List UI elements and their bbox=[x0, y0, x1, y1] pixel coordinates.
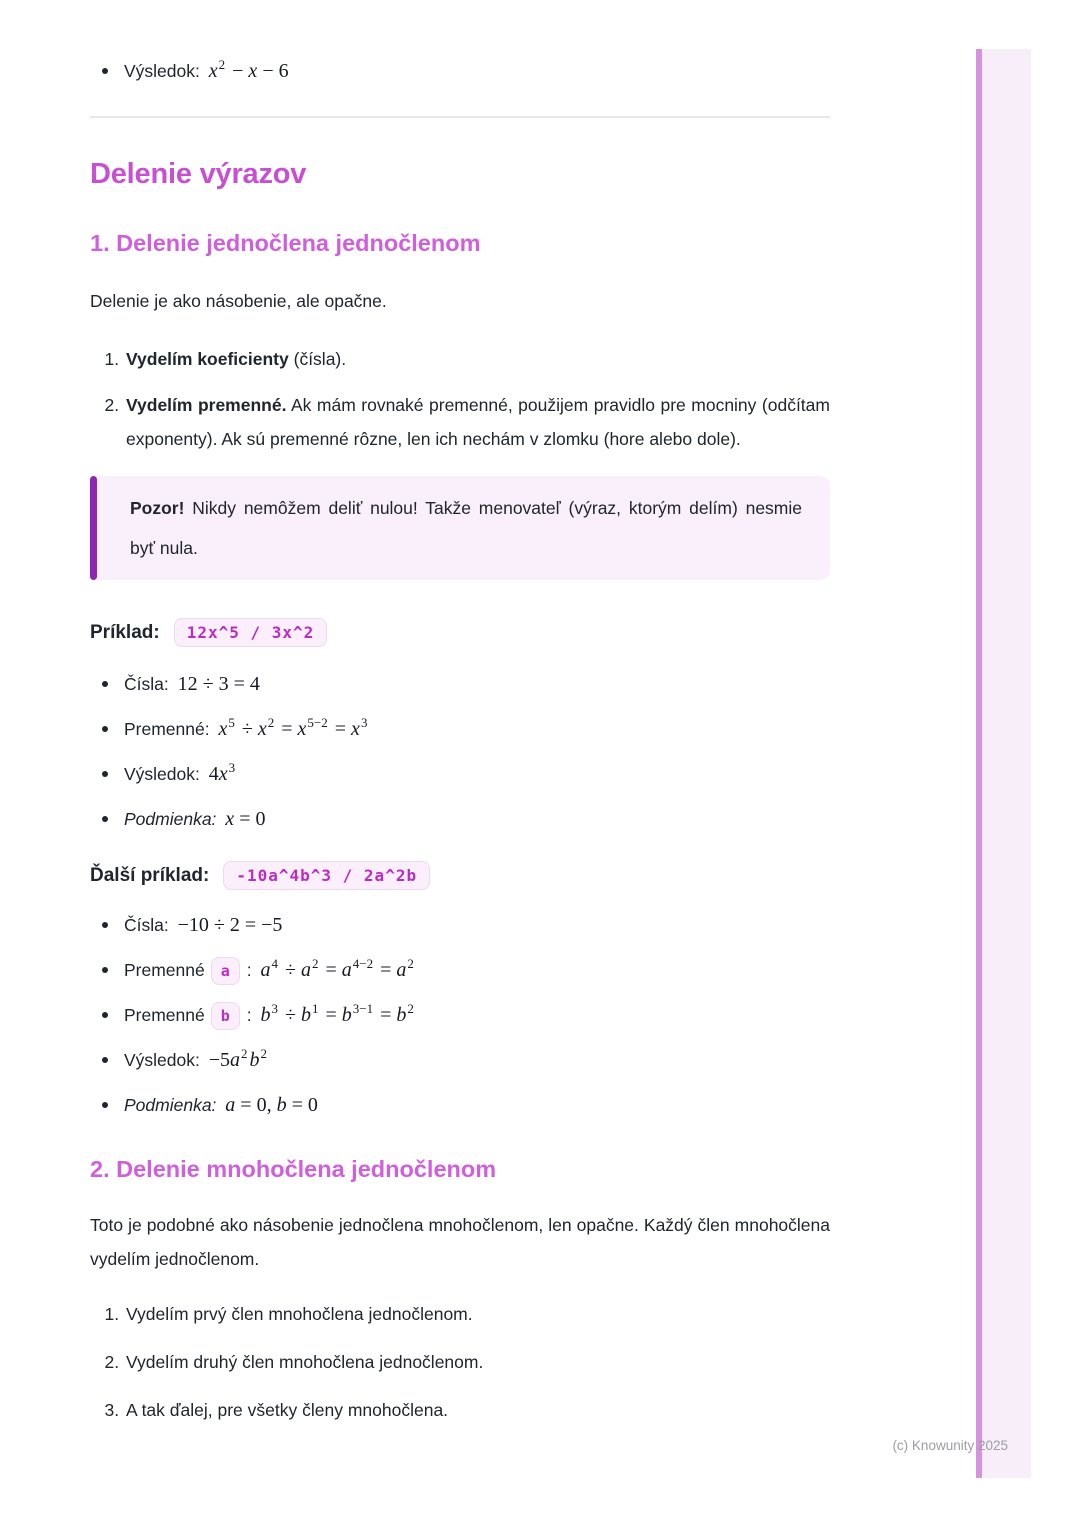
bullet-label-colon: : bbox=[246, 960, 252, 980]
list-item bbox=[124, 953, 830, 987]
example-label: Ďalší príklad: bbox=[90, 864, 210, 886]
variable-chip: a bbox=[211, 957, 240, 985]
copyright-note: (c) Knowunity 2025 bbox=[892, 1438, 1008, 1453]
variable-chip: b bbox=[211, 1002, 240, 1030]
step-rest: Ak mám rovnaké premenné, použijem pravidlo pre mocniny (odčítam exponenty). Ak sú premenné rôzne, len ich nechám v zlomku (hore alebo dole). bbox=[126, 395, 830, 449]
math-expression: a = 0, b = 0 bbox=[225, 1094, 318, 1116]
list-item bbox=[124, 908, 830, 942]
bullet-label: Výsledok: bbox=[124, 61, 200, 81]
page-title: Delenie výrazov bbox=[90, 158, 307, 190]
math-expression: $b^3 \div b^1 = b^{3-1} = b^2$ bbox=[260, 1001, 414, 1026]
list-item bbox=[124, 802, 830, 836]
subsection-2-title: 2. Delenie mnohočlena jednočlenom bbox=[90, 1156, 497, 1182]
document-content bbox=[90, 0, 830, 1441]
list-item bbox=[124, 1088, 830, 1122]
example-1-row bbox=[90, 618, 830, 647]
bullet-label: Podmienka: bbox=[124, 1095, 217, 1115]
math-expression: −10 ÷ 2 = −5 bbox=[177, 914, 283, 936]
step-rest: (čísla). bbox=[288, 349, 347, 369]
subsection-1-intro: Delenie je ako násobenie, ale opačne. bbox=[90, 291, 387, 311]
example-label: Príklad: bbox=[90, 621, 160, 643]
math-expression: $-5a^2$ $b^2$ bbox=[208, 1046, 268, 1071]
bullet-label: Čísla: bbox=[124, 674, 169, 694]
list-item bbox=[124, 54, 830, 88]
bullet-label: Premenné bbox=[124, 960, 205, 980]
math-expression: x = 0 bbox=[225, 808, 266, 830]
bullet-label: Podmienka: bbox=[124, 809, 217, 829]
bullet-label: Výsledok: bbox=[124, 764, 200, 784]
list-item: 3. A tak ďalej, pre všetky členy mnohočlena. bbox=[124, 1393, 830, 1427]
list-item bbox=[124, 757, 830, 791]
list-item bbox=[124, 1043, 830, 1077]
bullet-label: Premenné: bbox=[124, 719, 210, 739]
section-divider bbox=[90, 116, 830, 118]
bullet-label: Výsledok: bbox=[124, 1050, 200, 1070]
step-bold: Vydelím premenné. bbox=[126, 395, 287, 415]
step-bold: Vydelím koeficienty bbox=[126, 349, 289, 369]
warning-callout bbox=[90, 476, 830, 580]
callout-text: Nikdy nemôžem deliť nulou! Takže menovateľ (výraz, ktorým delím) nesmie byť nula. bbox=[130, 498, 802, 558]
list-item: 1. Vydelím prvý člen mnohočlena jednočlenom. bbox=[124, 1297, 830, 1331]
example-1-bullets bbox=[90, 667, 830, 836]
list-item bbox=[124, 388, 830, 456]
list-item bbox=[124, 342, 830, 376]
bullet-label: Premenné bbox=[124, 1005, 205, 1025]
steps-list-1 bbox=[90, 342, 830, 456]
page-margin-band bbox=[976, 49, 1031, 1478]
math-expression: $x^2 - x - 6$ bbox=[208, 57, 289, 82]
bullet-label-colon: : bbox=[246, 1005, 252, 1025]
list-item: 2. Vydelím druhý člen mnohočlena jednočlenom. bbox=[124, 1345, 830, 1379]
callout-bold: Pozor! bbox=[130, 498, 185, 518]
math-expression: $x^5 \div x^2 = x^{5-2} = x^3$ bbox=[218, 715, 368, 740]
code-chip: 12x^5 / 3x^2 bbox=[174, 618, 328, 647]
subsection-2-intro: Toto je podobné ako násobenie jednočlena mnohočlenom, len opačne. Každý člen mnohočlena vydelím jednočlenom. bbox=[90, 1215, 830, 1269]
code-chip: -10a^4b^3 / 2a^2b bbox=[223, 861, 430, 890]
bullet-label: Čísla: bbox=[124, 915, 169, 935]
subsection-1-title: 1. Delenie jednočlena jednočlenom bbox=[90, 230, 481, 256]
list-item bbox=[124, 712, 830, 746]
example-2-row bbox=[90, 861, 830, 890]
math-expression: $a^4 \div a^2 = a^{4-2} = a^2$ bbox=[260, 956, 414, 981]
math-expression: $4x^3$ bbox=[208, 760, 236, 785]
math-expression: 12 ÷ 3 = 4 bbox=[177, 673, 260, 695]
steps-list-2 bbox=[90, 1297, 830, 1427]
list-item bbox=[124, 998, 830, 1032]
list-item bbox=[124, 667, 830, 701]
example-2-bullets bbox=[90, 908, 830, 1122]
result-bullet-list bbox=[90, 54, 830, 88]
